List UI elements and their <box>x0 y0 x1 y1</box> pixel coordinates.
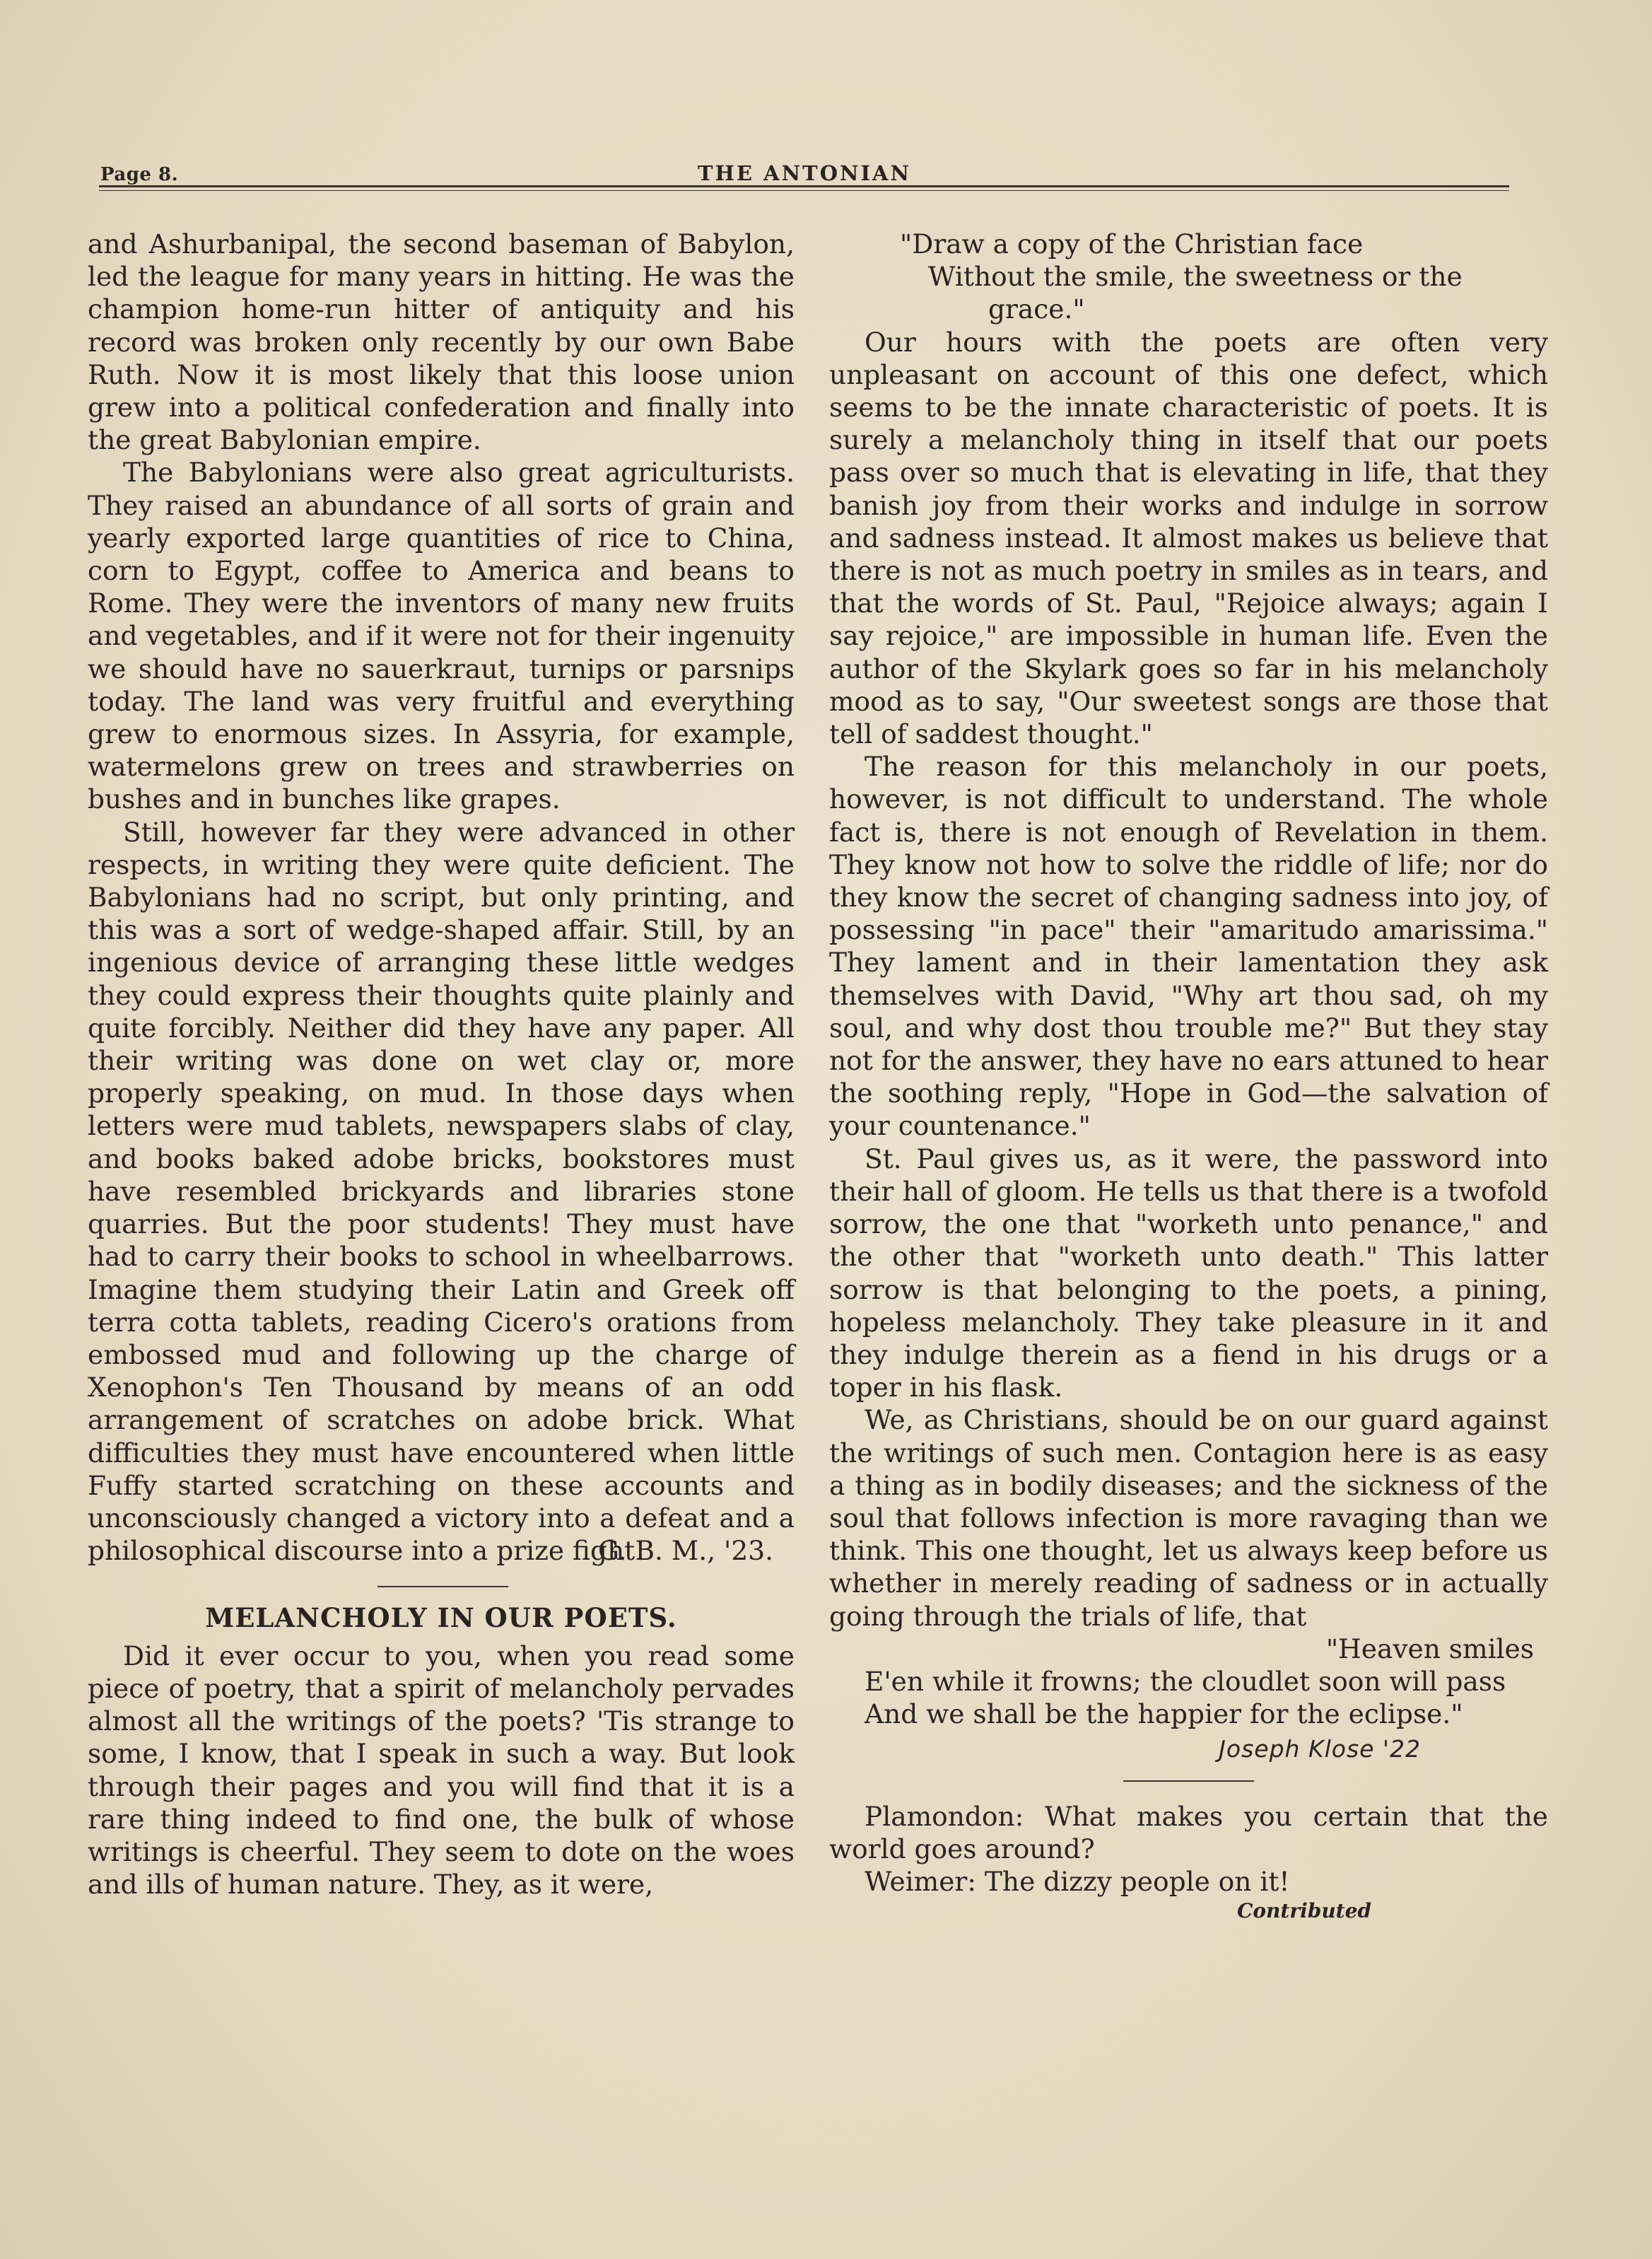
paragraph: Our hours with the poets are often very unpleasant on account of this one defect, which seems to be the innate characteristic of poets. It is surely a melancholy thing in itself that our poets pass over so much that is elevating in life, that they banish joy from their works and indulge in sorrow and sadness instead. It almost makes us believe that there is not as much poetry in smiles as in tears, and that the words of St. Paul, "Rejoice always; again I say rejoice," are impossible in human life. Even the author of the Skylark goes so far in his melancholy mood as to say, "Our sweetest songs are those that tell of saddest thought." <box>829 326 1548 750</box>
verse-line: And we shall be the happier for the eclipse." <box>865 1698 1463 1730</box>
paragraph: We, as Christians, should be on our guard against the writings of such men. Contagion here is as easy a thing as in bodily diseases; and the sickness of the soul that follows infection is more ravaging than we think. This one thought, let us always keep before us whether in merely reading of sadness or in actually going through the trials of life, that <box>829 1404 1548 1632</box>
author-signature: Joseph Klose '22 <box>1219 1735 1421 1763</box>
masthead-title: THE ANTONIAN <box>697 161 912 185</box>
author-signature: G. B. M., '23. <box>598 1535 773 1567</box>
article-title: MELANCHOLY IN OUR POETS. <box>205 1601 677 1633</box>
verse-line: Without the smile, the sweetness or the <box>928 261 1463 293</box>
page-number: Page 8. <box>100 164 179 185</box>
header-rule <box>99 185 1509 187</box>
paragraph: and Ashurbanipal, the second baseman of Babylon, led the league for many years in hitting. He was the champion home-run hitter of antiquity and his record was broken only recently by our own Babe Ruth. Now it is most likely that this loose union grew into a political confederation and finally into the great Babylonian empire. <box>88 228 795 456</box>
joke-line: Weimer: The dizzy people on it! <box>865 1865 1290 1897</box>
header-rule-thin <box>99 190 1509 191</box>
verse-quote <box>829 228 1548 326</box>
section-divider <box>377 1586 508 1587</box>
paragraph: Did it ever occur to you, when you read some piece of poetry, that a spirit of melancholy pervades almost all the writings of the poets? 'Tis strange to some, I know, that I speak in such a way. But look through their pages and you will find that it is a rare thing indeed to find one, the bulk of whose writings is cheerful. They seem to dote on the woes and ills of human nature. They, as it were, <box>88 1640 795 1901</box>
contributed-credit: Contributed <box>1237 1899 1371 1923</box>
right-column <box>829 228 1548 1925</box>
verse-line: E'en while it frowns; the cloudlet soon will pass <box>865 1665 1506 1697</box>
paragraph: Still, however far they were advanced in other respects, in writing they were quite deficient. The Babylonians had no script, but only printing, and this was a sort of wedge-shaped affair. Still, by an ingenious device of arranging these little wedges they could express their thoughts quite plainly and quite forcibly. Neither did they have any paper. All their writing was done on wet clay or, more properly speaking, on mud. In those days when letters were mud tablets, newspapers slabs of clay, and books baked adobe bricks, bookstores must have resembled brickyards and libraries stone quarries. But the poor students! They must have had to carry their books to school in wheelbarrows. Imagine them studying their Latin and Greek off terra cotta tablets, reading Cicero's orations from embossed mud and following up the charge of Xenophon's Ten Thousand by means of an odd arrangement of scratches on adobe brick. What difficulties they must have encountered when little Fuffy started scratching on these accounts and unconsciously changed a victory into a defeat and a philosophical discourse into a prize fight! <box>88 816 795 1567</box>
verse-line: "Draw a copy of the Christian face <box>900 228 1364 259</box>
paragraph: The reason for this melancholy in our poets, however, is not difficult to understand. The whole fact is, there is not enough of Revelation in them. They know not how to solve the riddle of life; nor do they know the secret of changing sadness into joy, of possessing "in pace" their "amaritudo amarissima." They lament and in their lamentation they ask themselves with David, "Why art thou sad, oh my soul, and why dost thou trouble me?" But they stay not for the answer, they have no ears attuned to hear the soothing reply, "Hope in God—the salvation of your countenance." <box>829 751 1548 1142</box>
paragraph: St. Paul gives us, as it were, the password into their hall of gloom. He tells us that there is a twofold sorrow, the one that "worketh unto penance," and the other that "worketh unto death." This latter sorrow is that belonging to the poets, a pining, hopeless melancholy. They take pleasure in it and they indulge therein as a fiend in his drugs or a toper in his flask. <box>829 1143 1548 1403</box>
page-header <box>98 158 1508 187</box>
left-column <box>88 228 795 1901</box>
verse-line: "Heaven smiles <box>1325 1633 1534 1664</box>
joke-line: Plamondon: What makes you certain that the world goes around? <box>829 1800 1548 1864</box>
paragraph: The Babylonians were also great agriculturists. They raised an abundance of all sorts of grain and yearly exported large quantities of rice to China, corn to Egypt, coffee to America and beans to Rome. They were the inventors of many new fruits and vegetables, and if it were not for their ingenuity we should have no sauerkraut, turnips or parsnips today. The land was very fruitful and everything grew to enormous sizes. In Assyria, for example, watermelons grew on trees and strawberries on bushes and in bunches like grapes. <box>88 457 795 815</box>
verse-line: grace." <box>988 293 1085 325</box>
verse-quote <box>829 1633 1548 1731</box>
section-divider <box>1123 1780 1254 1782</box>
